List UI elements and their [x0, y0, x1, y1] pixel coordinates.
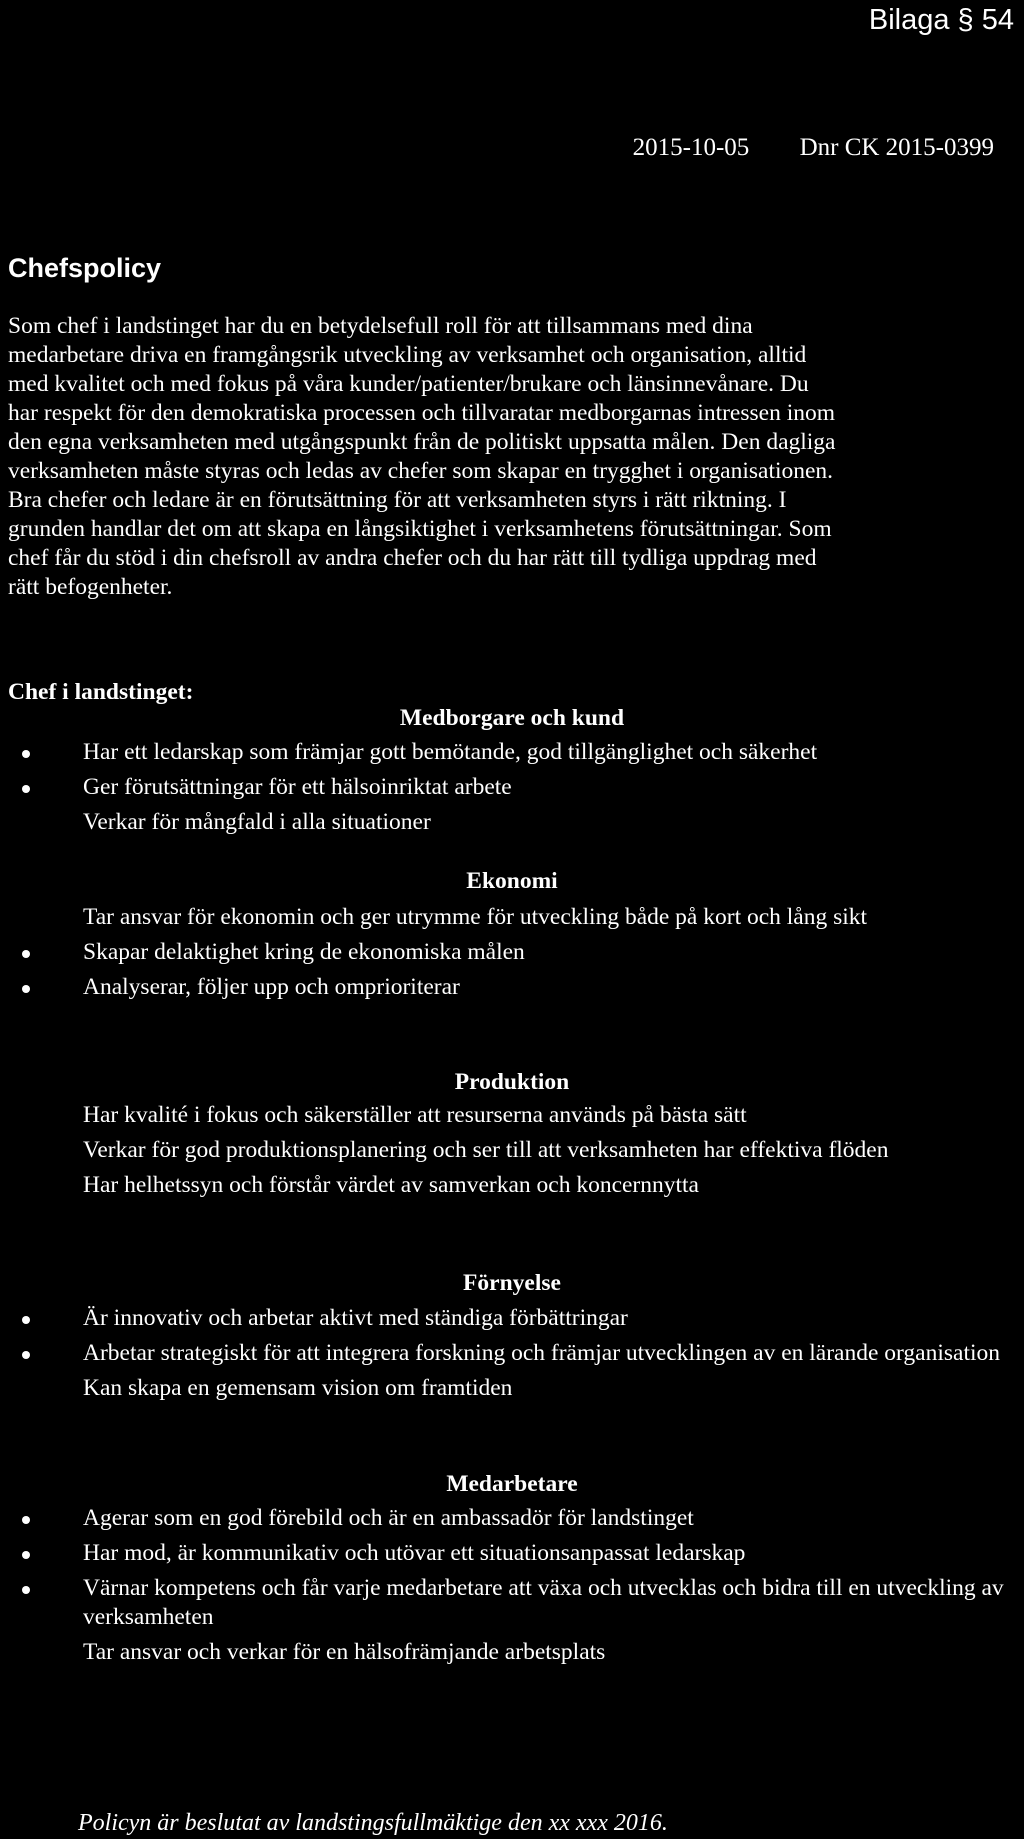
list-item: Har kvalité i fokus och säkerställer att resurserna används på bästa sätt — [83, 1102, 747, 1128]
section-list-medborgare-och-kund — [0, 738, 1024, 843]
document-reference-number: Dnr CK 2015-0399 — [799, 134, 994, 161]
role-subheading: Chef i landstinget: — [8, 679, 194, 705]
list-item: Verkar för mångfald i alla situationer — [83, 809, 431, 835]
list-item: Värnar kompetens och får varje medarbetare att växa och utvecklas och bidra till en utveckling av verksamheten — [0, 1574, 1024, 1632]
intro-paragraph — [8, 312, 1008, 602]
list-item: Tar ansvar för ekonomin och ger utrymme för utveckling både på kort och lång sikt — [83, 904, 868, 930]
section-title-ekonomi: Ekonomi — [466, 868, 558, 894]
list-item: Ger förutsättningar för ett hälsoinriktat arbete — [0, 773, 1024, 802]
section-list-medarbetare — [0, 1504, 1024, 1673]
list-item: Tar ansvar och verkar för en hälsofrämjande arbetsplats — [83, 1639, 606, 1665]
intro-line: chef får du stöd i din chefsroll av andra chefer och du har rätt till tydliga uppdrag med — [8, 545, 817, 571]
list-item: Analyserar, följer upp och omprioriterar — [0, 973, 1024, 1002]
section-list-fornyelse — [0, 1304, 1024, 1409]
section-list-ekonomi — [0, 903, 1024, 1008]
section-title-medborgare-och-kund: Medborgare och kund — [399, 705, 625, 731]
section-title-fornyelse: Förnyelse — [463, 1270, 561, 1296]
intro-line: Bra chefer och ledare är en förutsättning för att verksamheten styrs i rätt riktning. I — [8, 487, 787, 513]
list-item: Är innovativ och arbetar aktivt med ständiga förbättringar — [0, 1304, 1024, 1333]
intro-line: medarbetare driva en framgångsrik utveckling av verksamhet och organisation, alltid — [8, 342, 807, 368]
list-item: Arbetar strategiskt för att integrera forskning och främjar utvecklingen av en lärande organisation — [0, 1339, 1024, 1368]
list-item: Har helhetssyn och förstår värdet av samverkan och koncernnytta — [83, 1172, 699, 1198]
list-item: Har ett ledarskap som främjar gott bemötande, god tillgänglighet och säkerhet — [0, 738, 1024, 767]
list-item: Kan skapa en gemensam vision om framtiden — [83, 1375, 513, 1401]
section-title-produktion: Produktion — [454, 1069, 570, 1095]
intro-line: grunden handlar det om att skapa en långsiktighet i verksamhetens förutsättningar. Som — [8, 516, 832, 542]
intro-line: verksamheten måste styras och ledas av chefer som skapar en trygghet i organisationen. — [8, 458, 834, 484]
intro-line: Som chef i landstinget har du en betydelsefull roll för att tillsammans med dina — [8, 313, 753, 339]
intro-line: har respekt för den demokratiska processen och tillvaratar medborgarnas intressen inom — [8, 400, 836, 426]
intro-line: med kvalitet och med fokus på våra kunder/patienter/brukare och länsinnevånare. Du — [8, 371, 809, 397]
list-item: Agerar som en god förebild och är en ambassadör för landstinget — [0, 1504, 1024, 1533]
document-date: 2015-10-05 — [632, 134, 750, 161]
document-reference-line — [633, 130, 994, 166]
list-item: Skapar delaktighet kring de ekonomiska målen — [0, 938, 1024, 967]
list-item: Har mod, är kommunikativ och utövar ett situationsanpassat ledarskap — [0, 1539, 1024, 1568]
intro-line: den egna verksamheten med utgångspunkt från de politiskt uppsatta målen. Den dagliga — [8, 429, 836, 455]
intro-line: rätt befogenheter. — [8, 574, 173, 600]
section-title-medarbetare: Medarbetare — [446, 1471, 578, 1497]
appendix-label: Bilaga § 54 — [868, 4, 1014, 36]
section-list-produktion — [0, 1101, 1024, 1206]
policy-decision-note: Policyn är beslutat av landstingsfullmäktige den xx xxx 2016. — [78, 1810, 668, 1836]
list-item: Verkar för god produktionsplanering och ser till att verksamheten har effektiva flöden — [83, 1137, 889, 1163]
document-title: Chefspolicy — [8, 253, 162, 283]
